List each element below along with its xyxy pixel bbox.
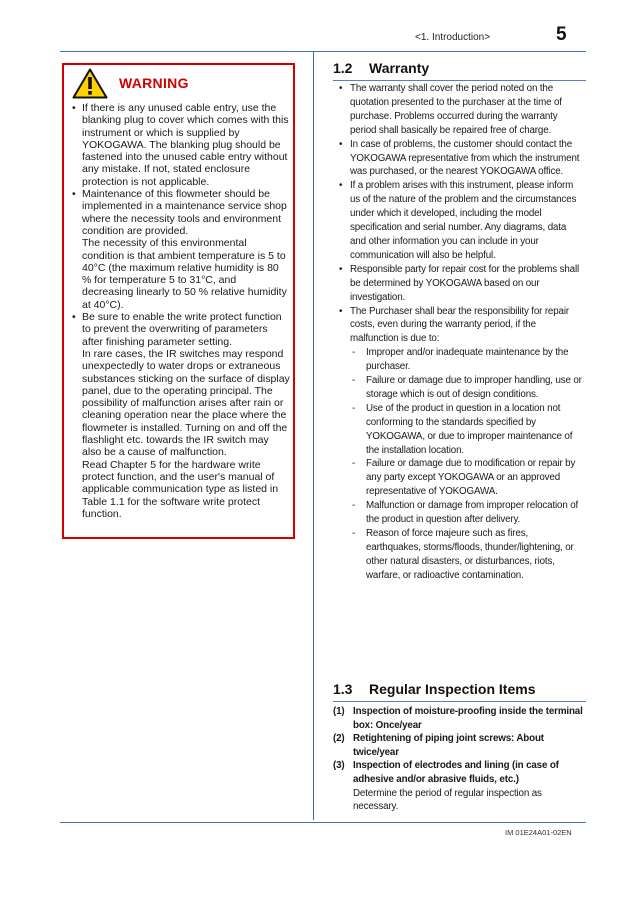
warranty-bullet: • In case of problems, the customer should contact the YOKOGAWA representative from which the instrument was purchased, or the nearest YOKOGAWA office. xyxy=(337,138,583,180)
chapter-header: <1. Introduction> xyxy=(415,32,491,43)
malfunction-cause-item: - Improper and/or inadequate maintenance by the purchaser. xyxy=(350,346,583,374)
malfunction-causes-list xyxy=(350,346,583,582)
section-number: 1.2 xyxy=(333,60,353,76)
inspection-item-title: Retightening of piping joint screws: About twice/year xyxy=(353,733,544,758)
warranty-bullet: • The warranty shall cover the period noted on the quotation presented to the purchaser at the time of purchase. Problems occurred during the warranty period shall basically be repaired free of charge. xyxy=(337,82,583,138)
warning-item xyxy=(70,188,290,311)
malfunction-cause-item: - Failure or damage due to modification or repair by any party except YOKOGAWA or an approved representative of YOKOGAWA. xyxy=(350,457,583,499)
inspection-item xyxy=(333,759,583,813)
warning-item xyxy=(70,311,290,520)
inspection-item-label: (2) xyxy=(333,733,345,745)
inspection-item-label: (1) xyxy=(333,706,345,717)
warranty-list xyxy=(337,82,583,583)
section-rule xyxy=(333,80,586,81)
section-rule xyxy=(333,701,586,702)
inspection-item-text: Determine the period of regular inspection as necessary. xyxy=(353,787,542,813)
section-heading: Regular Inspection Items xyxy=(369,681,536,697)
footer-divider xyxy=(60,822,586,823)
warning-header xyxy=(72,68,272,100)
inspection-item-title: Inspection of moisture-proofing inside the terminal box: Once/year xyxy=(353,706,583,731)
inspection-item xyxy=(333,705,583,732)
malfunction-cause-item: - Malfunction or damage from improper relocation of the product in question after delivery. xyxy=(350,499,583,527)
warning-title: WARNING xyxy=(119,75,189,91)
warning-paragraph: In rare cases, the IR switches may respond unexpectedly to water drops or extraneous substances sticking on the surface of display panel, due to the operating principal. The possibility of malfunction arises after rain or cleaning operation near the place where the flowmeter is installed. Turning on and off the flashlight etc. towards the IR switch may also be a cause of malfunction. xyxy=(82,347,290,459)
warranty-bullet: • Responsible party for repair cost for the problems shall be determined by YOKOGAWA based on our investigation. xyxy=(337,263,583,305)
warning-paragraph: • If there is any unused cable entry, use the blanking plug to cover which comes with this instrument or which is supplied by YOKOGAWA. The blanking plug should be fastened into the unused cable entry without any mistake. If not, stated enclosure protection is not applicable. xyxy=(82,102,289,188)
warranty-bullet-text: The Purchaser shall bear the responsibility for repair costs, even during the warranty period, if the malfunction is due to: xyxy=(350,305,569,345)
inspection-item-label: (3) xyxy=(333,760,345,772)
warning-list xyxy=(70,102,290,520)
inspection-item xyxy=(333,732,583,759)
warning-paragraph: Read Chapter 5 for the hardware write protect function, and the user's manual of applicable communication type as listed in Table 1.1 for the software write protect function. xyxy=(82,458,279,520)
warning-triangle-icon xyxy=(72,68,108,99)
inspection-list xyxy=(333,705,583,814)
document-id: IM 01E24A01-02EN xyxy=(505,828,572,837)
warning-paragraph: • Be sure to enable the write protect function to prevent the overwriting of parameters after finishing parameter setting. xyxy=(82,311,282,348)
warning-paragraph: • Maintenance of this flowmeter should be implemented in a maintenance service shop where the necessity tools and environment condition are provided. xyxy=(82,188,287,237)
section-title-warranty xyxy=(333,60,429,76)
warranty-bullet xyxy=(337,305,583,583)
warning-paragraph: The necessity of this environmental condition is that ambient temperature is 5 to 40°C (the maximum relative humidity is 80 % for temperature 5 to 31°C, and decreasing linearly to 50 % relative humidity at 40°C). xyxy=(82,237,287,311)
warranty-bullet: • If a problem arises with this instrument, please inform us of the nature of the problem and the circumstances under which it developed, including the model specification and serial number. Any diagrams, data and other information you can include in your communication will also be helpful. xyxy=(337,179,583,262)
page-number: 5 xyxy=(556,24,567,45)
inspection-item-title: Inspection of electrodes and lining (in case of adhesive and/or abrasive fluids, etc.) xyxy=(353,760,559,785)
malfunction-cause-item: - Reason of force majeure such as fires, earthquakes, storms/floods, thunder/lightening, or other natural disasters, or disturbances, riots, warfare, or radioactive contamination. xyxy=(350,527,583,583)
section-heading: Warranty xyxy=(369,60,430,76)
malfunction-cause-item: - Use of the product in question in a location not conforming to the standards specified by YOKOGAWA, or due to improper maintenance of the installation location. xyxy=(350,402,583,458)
warning-box xyxy=(62,63,295,539)
column-divider xyxy=(313,52,314,820)
header-divider xyxy=(60,51,586,52)
section-number: 1.3 xyxy=(333,681,353,697)
malfunction-cause-item: - Failure or damage due to improper handling, use or storage which is out of design conditions. xyxy=(350,374,583,402)
section-title-inspection xyxy=(333,681,535,697)
warning-item xyxy=(70,102,290,188)
